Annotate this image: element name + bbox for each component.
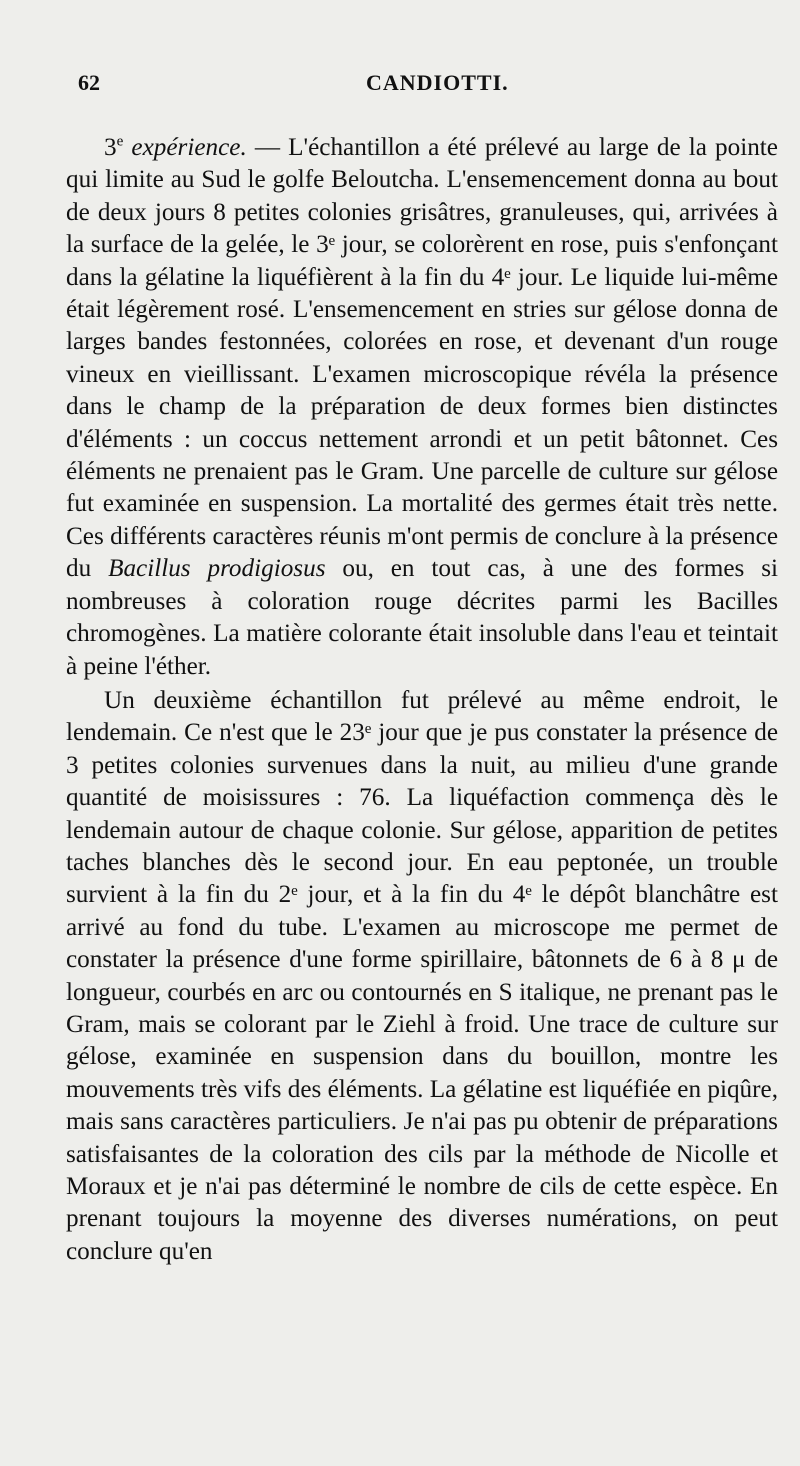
paragraph-text-continued: ou, en tout cas, à une des formes si nombreuses à coloration rouge décrites parmi les Bacilles chromogènes. La matière colorante était insoluble dans l'eau et teintait à peine l'éther. [66,555,779,680]
page-header [66,70,778,104]
body-text [66,132,778,1268]
experiment-ordinal-suffix: e [116,133,124,150]
experiment-number: 3 [104,134,117,161]
experiment-heading: expérience. [123,134,247,161]
species-name: Bacillus prodigiosus [108,555,326,583]
paragraph-text: — L'échantillon a été prélevé au large de la pointe qui limite au Sud le golfe Beloutcha. L'ensemencement donna au bout de deux jours 8 petites colonies grisâtres, granuleuses, qui, arrivées à la surface de la gelée, le 3ᵉ jour, se colorèrent en rose, puis s'enfonçant dans la gélatine la liquéfièrent à la fin du 4ᵉ jour. Le liquide lui-même était légèrement rosé. L'ensemencement en stries sur gélose donna de larges bandes festonnées, colorées en rose, et devenant d'un rouge vineux en vieillissant. L'examen microscopique révéla la présence dans le champ de la préparation de deux formes bien distinctes d'éléments : un coccus nettement arrondi et un petit bâtonnet. Ces éléments ne prenaient pas le Gram. Une parcelle de culture sur gélose fut examinée en suspension. La mortalité des germes était très nette. Ces différents caractères réunis m'ont permis de conclure à la présence du [66,134,778,583]
running-head: CANDIOTTI. [366,70,509,95]
paragraph-experiment-3 [66,132,778,683]
paragraph-second-sample [66,685,778,1268]
paragraph-text: Un deuxième échantillon fut prélevé au même endroit, le lendemain. Ce n'est que le 23ᵉ jour que je pus constater la présence de 3 petites colonies survenues dans la nuit, au milieu d'une grande quantité de moisissures : 76. La liquéfaction commença dès le lendemain autour de chaque colonie. Sur gélose, apparition de petites taches blanches dès le second jour. En eau peptonée, un trouble survient à la fin du 2ᵉ jour, et à la fin du 4ᵉ le dépôt blanchâtre est arrivé au fond du tube. L'examen au microscope me permet de constater la présence d'une forme spirillaire, bâtonnets de 6 à 8 μ de longueur, courbés en arc ou contournés en S italique, ne prenant pas le Gram, mais se colorant par le Ziehl à froid. Une trace de culture sur gélose, examinée en suspension dans du bouillon, montre les mouvements très vifs des éléments. La gélatine est liquéfiée en piqûre, mais sans caractères particuliers. Je n'ai pas pu obtenir de préparations satisfaisantes de la coloration des cils par la méthode de Nicolle et Moraux et je n'ai pas déterminé le nombre de cils de cette espèce. En prenant toujours la moyenne des diverses numérations, on peut conclure qu'en [66,686,779,1265]
page-number: 62 [78,70,100,95]
